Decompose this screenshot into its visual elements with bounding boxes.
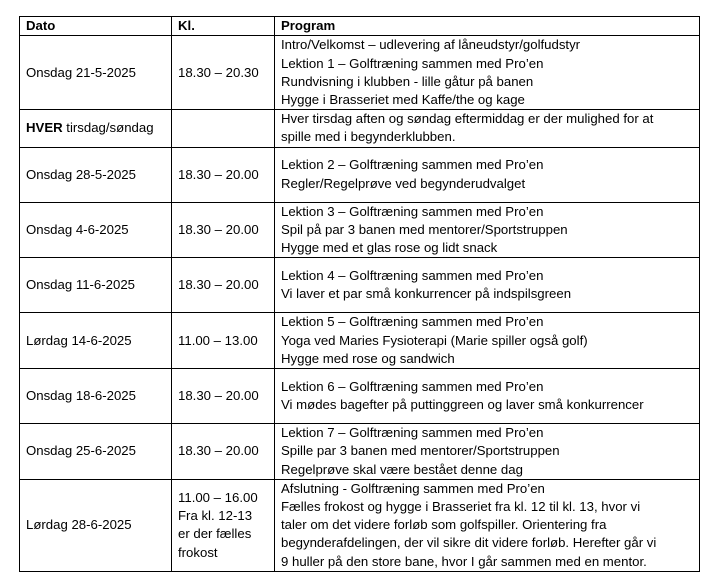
table-row <box>20 36 700 110</box>
header-date: Dato <box>20 17 172 36</box>
program-line: Vi laver et par små konkurrencer på indspilsgreen <box>281 286 572 302</box>
table-row <box>20 110 700 147</box>
time-cell: 18.30 – 20.00 <box>172 202 275 258</box>
time-line: frokost <box>178 544 218 560</box>
time-cell: 18.30 – 20.00 <box>172 424 275 480</box>
program-cell <box>275 36 700 110</box>
date-emphasis: HVER <box>26 120 63 136</box>
header-program: Program <box>275 17 700 36</box>
program-line: Vi mødes bagefter på puttinggreen og laver små konkurrencer <box>281 397 644 413</box>
time-line: 11.00 – 16.00 <box>178 489 258 505</box>
date-cell: Lørdag 14-6-2025 <box>20 313 172 369</box>
date-cell: Onsdag 28-5-2025 <box>20 147 172 202</box>
date-cell: Onsdag 18-6-2025 <box>20 369 172 424</box>
program-line: taler om det videre forløb som golfspiller. Orientering fra <box>281 517 607 533</box>
program-cell <box>275 110 700 147</box>
table-row <box>20 147 700 202</box>
program-line: Hygge med rose og sandwich <box>281 350 455 366</box>
program-cell <box>275 202 700 258</box>
time-cell <box>172 110 275 147</box>
program-line: Spil på par 3 banen med mentorer/Sportstruppen <box>281 221 568 237</box>
program-line: Lektion 6 – Golftræning sammen med Pro’en <box>281 379 544 395</box>
program-line: Regelprøve skal være bestået denne dag <box>281 461 523 477</box>
date-cell: Onsdag 21-5-2025 <box>20 36 172 110</box>
time-cell: 18.30 – 20.00 <box>172 147 275 202</box>
schedule-table <box>19 16 700 572</box>
program-line: Regler/Regelprøve ved begynderudvalget <box>281 175 526 191</box>
date-rest: tirsdag/søndag <box>62 120 154 136</box>
program-line: 9 huller på den store bane, hvor I går sammen med en mentor. <box>281 553 647 569</box>
program-line: Lektion 1 – Golftræning sammen med Pro’en <box>281 55 544 71</box>
program-line: begynderafdelingen, der vil sikre dit videre forløb. Herefter går vi <box>281 535 657 551</box>
date-cell: Onsdag 25-6-2025 <box>20 424 172 480</box>
program-line: Lektion 7 – Golftræning sammen med Pro’en <box>281 425 544 441</box>
program-line: Afslutning - Golftræning sammen med Pro’en <box>281 480 545 496</box>
time-line: er der fælles <box>178 526 252 542</box>
date-cell: Onsdag 11-6-2025 <box>20 258 172 313</box>
program-line: Rundvisning i klubben - lille gåtur på banen <box>281 73 534 89</box>
table-row <box>20 424 700 480</box>
program-line: Spille par 3 banen med mentorer/Sportstruppen <box>281 443 560 459</box>
program-cell <box>275 147 700 202</box>
program-cell <box>275 369 700 424</box>
program-cell <box>275 313 700 369</box>
time-cell: 11.00 – 13.00 <box>172 313 275 369</box>
time-cell: 18.30 – 20.00 <box>172 369 275 424</box>
program-line: Lektion 5 – Golftræning sammen med Pro’en <box>281 314 544 330</box>
table-row <box>20 202 700 258</box>
program-line: Yoga ved Maries Fysioterapi (Marie spiller også golf) <box>281 332 588 348</box>
time-cell <box>172 479 275 571</box>
table-row <box>20 369 700 424</box>
program-line: Hygge med et glas rose og lidt snack <box>281 240 498 256</box>
header-row <box>20 17 700 36</box>
program-line: Fælles frokost og hygge i Brasseriet fra kl. 12 til kl. 13, hvor vi <box>281 499 641 515</box>
program-line: Lektion 3 – Golftræning sammen med Pro’en <box>281 203 544 219</box>
program-line: Hver tirsdag aften og søndag eftermiddag er der mulighed for at <box>281 111 654 127</box>
program-cell <box>275 479 700 571</box>
program-line: Intro/Velkomst – udlevering af låneudstyr/golfudstyr <box>281 37 581 53</box>
time-cell: 18.30 – 20.30 <box>172 36 275 110</box>
date-cell: Onsdag 4-6-2025 <box>20 202 172 258</box>
time-line: Fra kl. 12-13 <box>178 508 253 524</box>
program-line: Lektion 2 – Golftræning sammen med Pro’en <box>281 157 544 173</box>
program-cell <box>275 258 700 313</box>
program-line: Lektion 4 – Golftræning sammen med Pro’en <box>281 268 544 284</box>
table-row <box>20 479 700 571</box>
table-row <box>20 258 700 313</box>
table-row <box>20 313 700 369</box>
header-time: Kl. <box>172 17 275 36</box>
date-cell <box>20 110 172 147</box>
program-line: Hygge i Brasseriet med Kaffe/the og kage <box>281 91 525 107</box>
time-cell: 18.30 – 20.00 <box>172 258 275 313</box>
program-cell <box>275 424 700 480</box>
program-line: spille med i begynderklubben. <box>281 129 456 145</box>
date-cell: Lørdag 28-6-2025 <box>20 479 172 571</box>
